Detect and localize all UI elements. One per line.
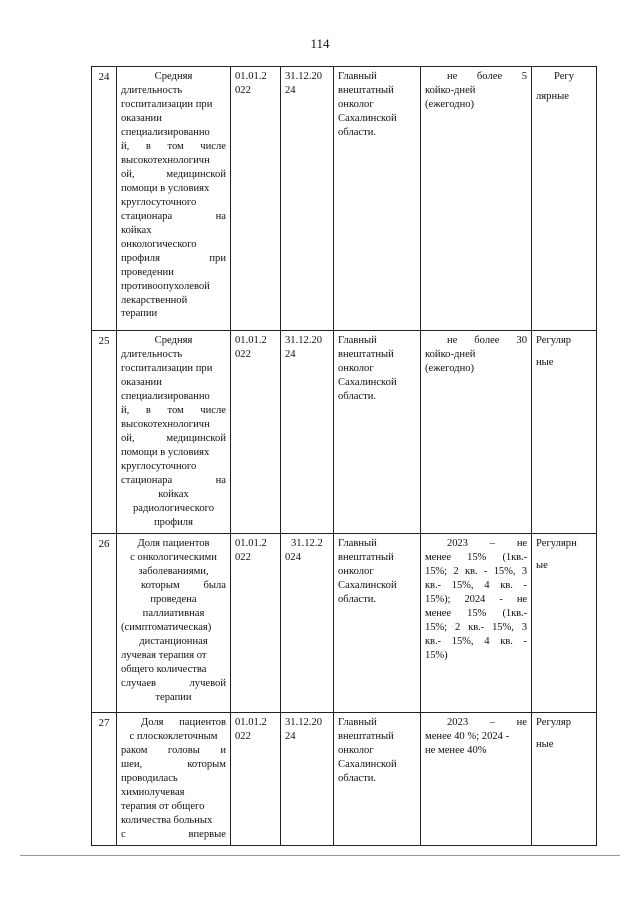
row-number: 25 bbox=[92, 331, 117, 534]
indicator-table bbox=[91, 66, 597, 846]
table-row bbox=[92, 67, 597, 331]
indicator-description: Средняя длительность госпитализации при оказании специализированно й, в том числе высокотехнологичн ой, медицинской помощи в условиях круглосуточного стационара на койках радиологического профиля bbox=[117, 331, 231, 534]
end-date: 31.12.20 24 bbox=[281, 713, 334, 846]
table-row bbox=[92, 331, 597, 534]
indicator-description: Доля пациентов с плоскоклеточным раком головы и шеи, которым проводилась химиолучевая терапия от общего количества больных с впервые bbox=[117, 713, 231, 846]
target-value: 2023 – не менее 15% (1кв.- 15%; 2 кв. - 15%, 3 кв.- 15%, 4 кв. - 15%); 2024 - не менее 15% (1кв.- 15%; 2 кв.- 15%, 3 кв.- 15%, 4 кв. - 15%) bbox=[421, 534, 532, 713]
page-crop-line bbox=[20, 855, 620, 856]
start-date: 01.01.2 022 bbox=[231, 713, 281, 846]
indicator-description: Средняя длительность госпитализации при оказании специализированно й, в том числе высокотехнологичн ой, медицинской помощи в условиях круглосуточного стационара на койках онкологического профиля при проведении противоопухолевой лекарственной терапии bbox=[117, 67, 231, 331]
frequency: Регуляр ные bbox=[532, 331, 597, 534]
responsible-person: Главный внештатный онколог Сахалинской области. bbox=[334, 713, 421, 846]
table-row bbox=[92, 713, 597, 846]
frequency: Регулярн ые bbox=[532, 534, 597, 713]
responsible-person: Главный внештатный онколог Сахалинской области. bbox=[334, 534, 421, 713]
target-value: не более 30 койко-дней (ежегодно) bbox=[421, 331, 532, 534]
indicator-description: Доля пациентов с онкологическими заболеваниями, которым была проведена паллиативная (симптоматическая) дистанционная лучевая терапия от общего количества случаев лучевой терапии bbox=[117, 534, 231, 713]
target-value: 2023 – не менее 40 %; 2024 - не менее 40% bbox=[421, 713, 532, 846]
responsible-person: Главный внештатный онколог Сахалинской области. bbox=[334, 67, 421, 331]
row-number: 26 bbox=[92, 534, 117, 713]
start-date: 01.01.2 022 bbox=[231, 331, 281, 534]
frequency: Регуляр ные bbox=[532, 713, 597, 846]
responsible-person: Главный внештатный онколог Сахалинской области. bbox=[334, 331, 421, 534]
end-date: 31.12.2 024 bbox=[281, 534, 334, 713]
start-date: 01.01.2 022 bbox=[231, 534, 281, 713]
target-value: не более 5 койко-дней (ежегодно) bbox=[421, 67, 532, 331]
frequency: Регу лярные bbox=[532, 67, 597, 331]
row-number: 24 bbox=[92, 67, 117, 331]
table-row bbox=[92, 534, 597, 713]
row-number: 27 bbox=[92, 713, 117, 846]
end-date: 31.12.20 24 bbox=[281, 67, 334, 331]
end-date: 31.12.20 24 bbox=[281, 331, 334, 534]
page-number: 114 bbox=[310, 36, 330, 51]
start-date: 01.01.2 022 bbox=[231, 67, 281, 331]
